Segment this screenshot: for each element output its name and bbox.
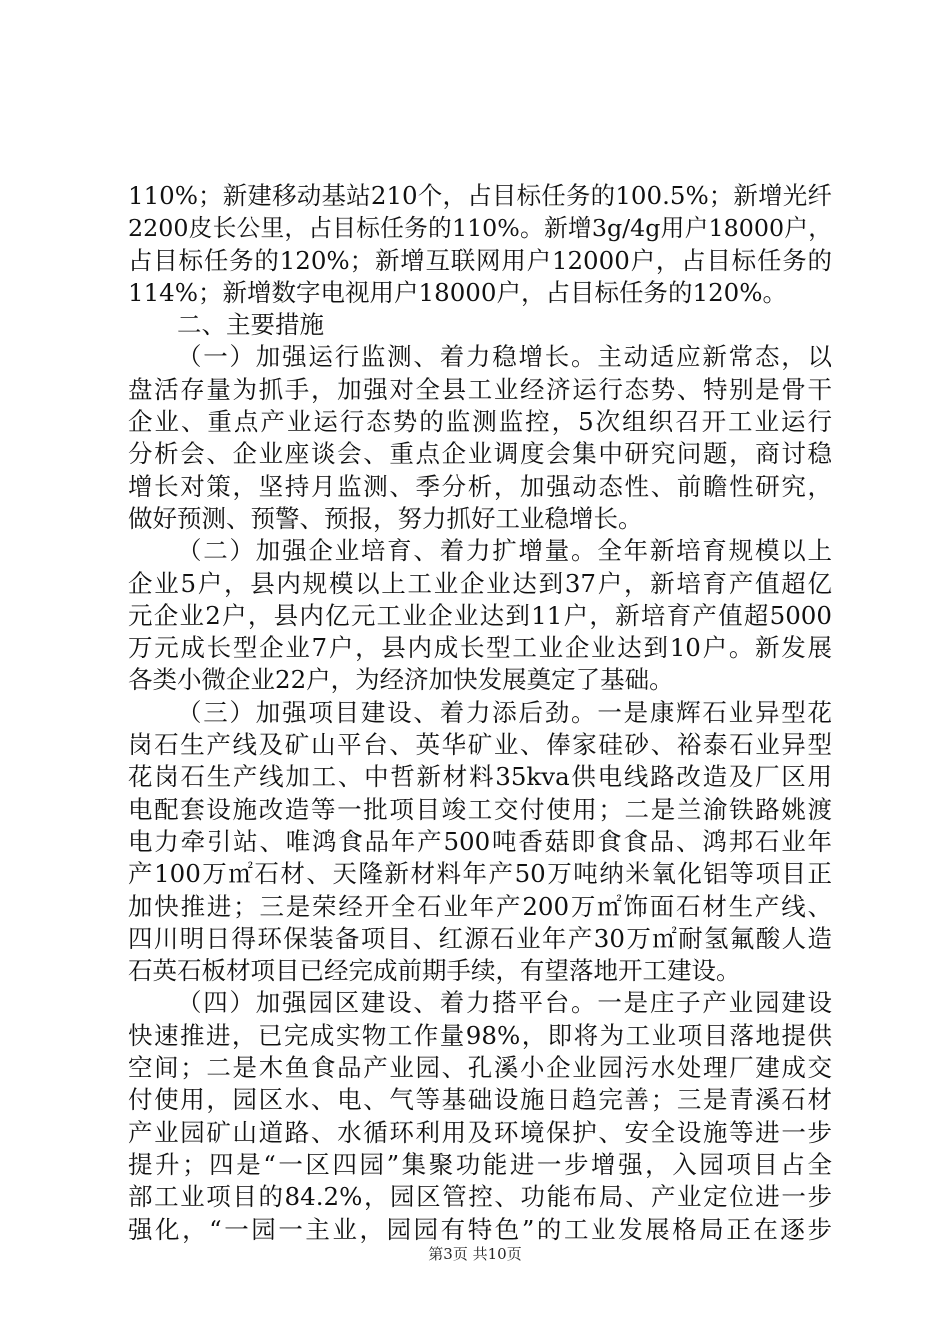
text-line: 空间；二是木鱼食品产业园、孔溪小企业园污水处理厂建成交 bbox=[128, 1053, 832, 1083]
text-line: 快速推进，已完成实物工作量98%，即将为工业项目落地提供 bbox=[128, 1020, 832, 1050]
text-line: 电配套设施改造等一批项目竣工交付使用；二是兰渝铁路姚渡 bbox=[128, 794, 832, 824]
text-line: （一）加强运行监测、着力稳增长。主动适应新常态，以 bbox=[177, 342, 832, 372]
text-line: 提升；四是“一区四园”集聚功能进一步增强，入园项目占全 bbox=[128, 1149, 832, 1179]
paragraph-measure-1 bbox=[128, 341, 832, 535]
page-footer: 第3页 共10页 bbox=[428, 1245, 522, 1263]
text-line: 分析会、企业座谈会、重点企业调度会集中研究问题，商讨稳 bbox=[128, 439, 832, 469]
text-line: 岗石生产线及矿山平台、英华矿业、俸家硅砂、裕泰石业异型 bbox=[128, 730, 832, 760]
text-line: （四）加强园区建设、着力搭平台。一是庄子产业园建设 bbox=[177, 988, 832, 1018]
text-line: 万元成长型企业7户，县内成长型工业企业达到10户。新发展 bbox=[128, 633, 832, 663]
text-line: 企业、重点产业运行态势的监测监控，5次组织召开工业运行 bbox=[128, 407, 832, 437]
text-line: 四川明日得环保装备项目、红源石业年产30万㎡耐氢氟酸人造 bbox=[128, 923, 832, 953]
text-line: （三）加强项目建设、着力添后劲。一是康辉石业异型花 bbox=[177, 697, 832, 727]
text-line: 部工业项目的84.2%，园区管控、功能布局、产业定位进一步 bbox=[128, 1182, 832, 1212]
text-line: （二）加强企业培育、着力扩增量。全年新培育规模以上 bbox=[177, 536, 832, 566]
text-line: 增长对策，坚持月监测、季分析，加强动态性、前瞻性研究， bbox=[128, 471, 832, 501]
paragraph-continuation bbox=[128, 180, 832, 309]
paragraph-measure-2 bbox=[128, 535, 832, 696]
text-line: 石英石板材项目已经完成前期手续，有望落地开工建设。 bbox=[128, 956, 741, 986]
text-line: 企业5户，县内规模以上工业企业达到37户，新培育产值超亿 bbox=[128, 568, 832, 598]
text-line: 付使用，园区水、电、气等基础设施日趋完善；三是青溪石材 bbox=[128, 1085, 832, 1115]
text-line: 盘活存量为抓手，加强对全县工业经济运行态势、特别是骨干 bbox=[128, 374, 832, 404]
text-line: 产100万㎡石材、天隆新材料年产50万吨纳米氧化铝等项目正 bbox=[128, 859, 832, 889]
text-line: 加快推进；三是荣经开全石业年产200万㎡饰面石材生产线、 bbox=[128, 891, 832, 921]
text-line: 强化，“一园一主业，园园有特色”的工业发展格局正在逐步 bbox=[128, 1214, 832, 1244]
text-line: 产业园矿山道路、水循环利用及环境保护、安全设施等进一步 bbox=[128, 1117, 832, 1147]
text-line: 花岗石生产线加工、中哲新材料35kva供电线路改造及厂区用 bbox=[128, 762, 832, 792]
paragraph-measure-4 bbox=[128, 987, 832, 1245]
text-line: 110%；新建移动基站210个，占目标任务的100.5%；新增光纤 bbox=[128, 181, 832, 210]
text-line: 114%；新增数字电视用户18000户，占目标任务的120%。 bbox=[128, 277, 788, 307]
text-line: 占目标任务的120%；新增互联网用户12000户，占目标任务的 bbox=[128, 245, 832, 275]
section-heading: 二、主要措施 bbox=[177, 310, 324, 340]
text-line: 元企业2户，县内亿元工业企业达到11户，新培育产值超5000 bbox=[128, 600, 832, 630]
text-line: 2200皮长公里，占目标任务的110%。新增3g/4g用户18000户， bbox=[128, 214, 832, 243]
paragraph-measure-3 bbox=[128, 697, 832, 988]
text-line: 电力牵引站、唯鸿食品年产500吨香菇即食食品、鸿邦石业年 bbox=[128, 826, 832, 856]
document-body bbox=[128, 180, 832, 1246]
text-line: 各类小微企业22户，为经济加快发展奠定了基础。 bbox=[128, 665, 674, 695]
text-line: 做好预测、预警、预报，努力抓好工业稳增长。 bbox=[128, 503, 643, 533]
